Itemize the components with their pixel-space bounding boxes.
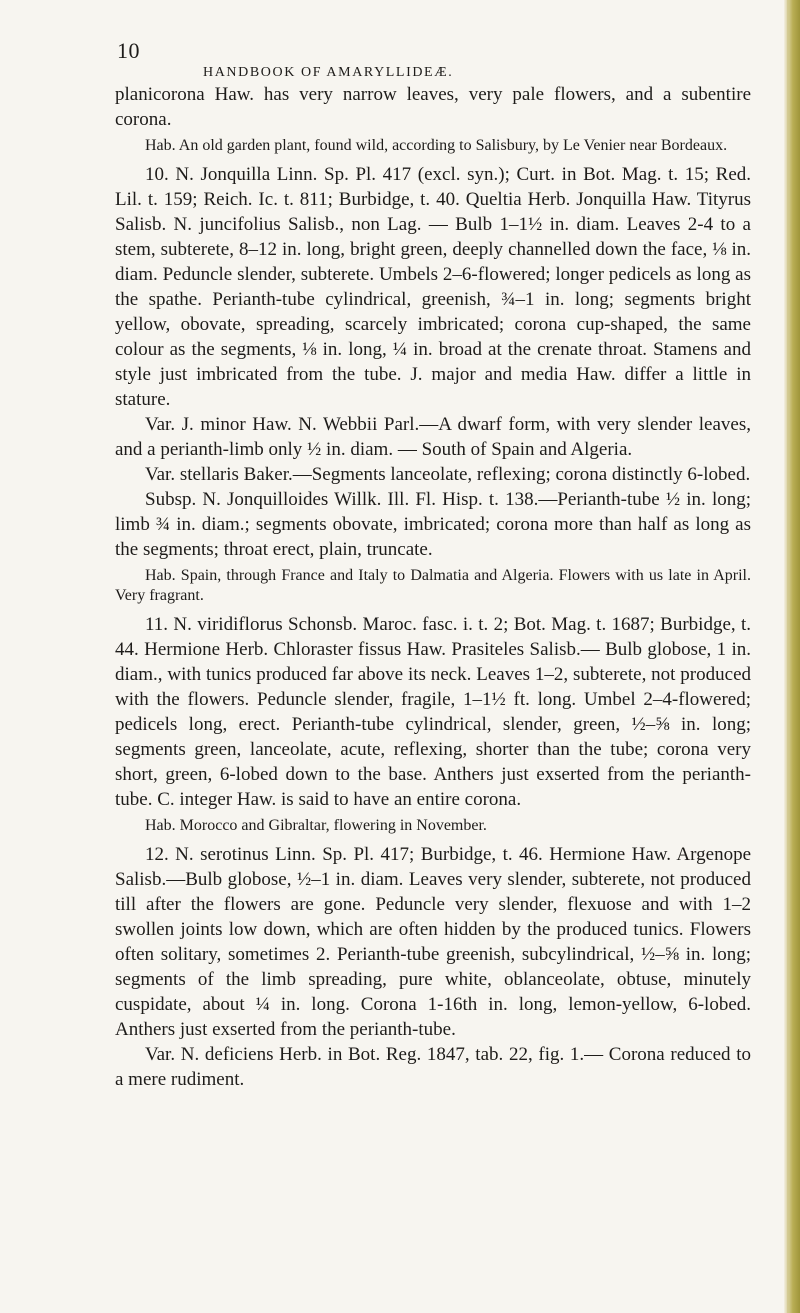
habitat-note: Hab. Morocco and Gibraltar, flowering in November.: [145, 817, 487, 834]
paragraph-species-11: 11. N. viridiflorus Schonsb. Maroc. fasc. i. t. 2; Bot. Mag. t. 1687; Burbidge, t. 44. Hermione Herb. Chloraster fissus Haw. Prasiteles Salisb.— Bulb globose, 1 in. diam., with tunics produced far above its neck. Leaves 1–2, subterete, not produced with the flowers. Peduncle slender, fragile, 1–1½ ft. long. Umbel 2–4-flowered; pedicels long, erect. Perianth-tube cylindrical, slender, green, ½–⅝ in. long; segments green, lanceolate, acute, reflexing, shorter than the tube; corona very short, green, 6-lobed down to the base. Anthers just exserted from the perianth-tube. C. integer Haw. is said to have an entire corona.: [115, 614, 751, 810]
paragraph-planicorona: planicorona Haw. has very narrow leaves, very pale flowers, and a subentire corona.: [115, 84, 751, 130]
page-edge-line: [787, 0, 790, 1313]
page-number: 10: [117, 38, 140, 63]
paragraph-species-10: 10. N. Jonquilla Linn. Sp. Pl. 417 (excl. syn.); Curt. in Bot. Mag. t. 15; Red. Lil. t. 159; Reich. Ic. t. 811; Burbidge, t. 40. Queltia Herb. Jonquilla Haw. Tityrus Salisb. N. juncifolius Salisb., non Lag. — Bulb 1–1½ in. diam. Leaves 2-4 to a stem, subterete, 8–12 in. long, bright green, deeply channelled down the face, ⅛ in. diam. Peduncle slender, subterete. Umbels 2–6-flowered; longer pedicels as long as the spathe. Perianth-tube cylindrical, greenish, ¾–1 in. long; segments bright yellow, obovate, spreading, scarcely imbricated; corona cup-shaped, the same colour as the segments, ⅛ in. long, ¼ in. broad at the crenate throat. Stamens and style just imbricated from the tube. J. major and media Haw. differ a little in stature.: [115, 164, 751, 410]
paragraph-species-12: 12. N. serotinus Linn. Sp. Pl. 417; Burbidge, t. 46. Hermione Haw. Argenope Salisb.—Bulb globose, ½–1 in. diam. Leaves very slender, subterete, not produced till after the flowers are gone. Peduncle very slender, flexuose and with 1–2 swollen joints low down, which are often hidden by the produced tunics. Flowers often solitary, sometimes 2. Perianth-tube greenish, subcylindrical, ½–⅝ in. long; segments of the limb spreading, pure white, oblanceolate, obtuse, minutely cuspidate, about ¼ in. long. Corona 1-16th in. long, lemon-yellow, 6-lobed. Anthers just exserted from the perianth-tube.: [115, 844, 751, 1040]
habitat-note: Hab. An old garden plant, found wild, according to Salisbury, by Le Venier near Bordeaux.: [145, 137, 728, 154]
paragraph-subsp-jonquilloides: Subsp. N. Jonquilloides Willk. Ill. Fl. Hisp. t. 138.—Perianth-tube ½ in. long; limb ¾ in. diam.; segments obovate, imbricated; corona more than half as long as the segments; throat erect, plain, truncate.: [115, 489, 751, 560]
book-page: [115, 38, 751, 1092]
page-header: [115, 38, 751, 82]
paragraph-var-deficiens: Var. N. deficiens Herb. in Bot. Reg. 1847, tab. 22, fig. 1.— Corona reduced to a mere rudiment.: [115, 1044, 751, 1090]
running-head: HANDBOOK OF AMARYLLIDEÆ.: [203, 65, 454, 80]
paragraph-var-minor: Var. J. minor Haw. N. Webbii Parl.—A dwarf form, with very slender leaves, and a perianth-limb only ½ in. diam. — South of Spain and Algeria.: [115, 414, 751, 460]
habitat-note: Hab. Spain, through France and Italy to Dalmatia and Algeria. Flowers with us late in April. Very fragrant.: [115, 567, 751, 604]
paragraph-var-stellaris: Var. stellaris Baker.—Segments lanceolate, reflexing; corona distinctly 6-lobed.: [145, 464, 751, 485]
